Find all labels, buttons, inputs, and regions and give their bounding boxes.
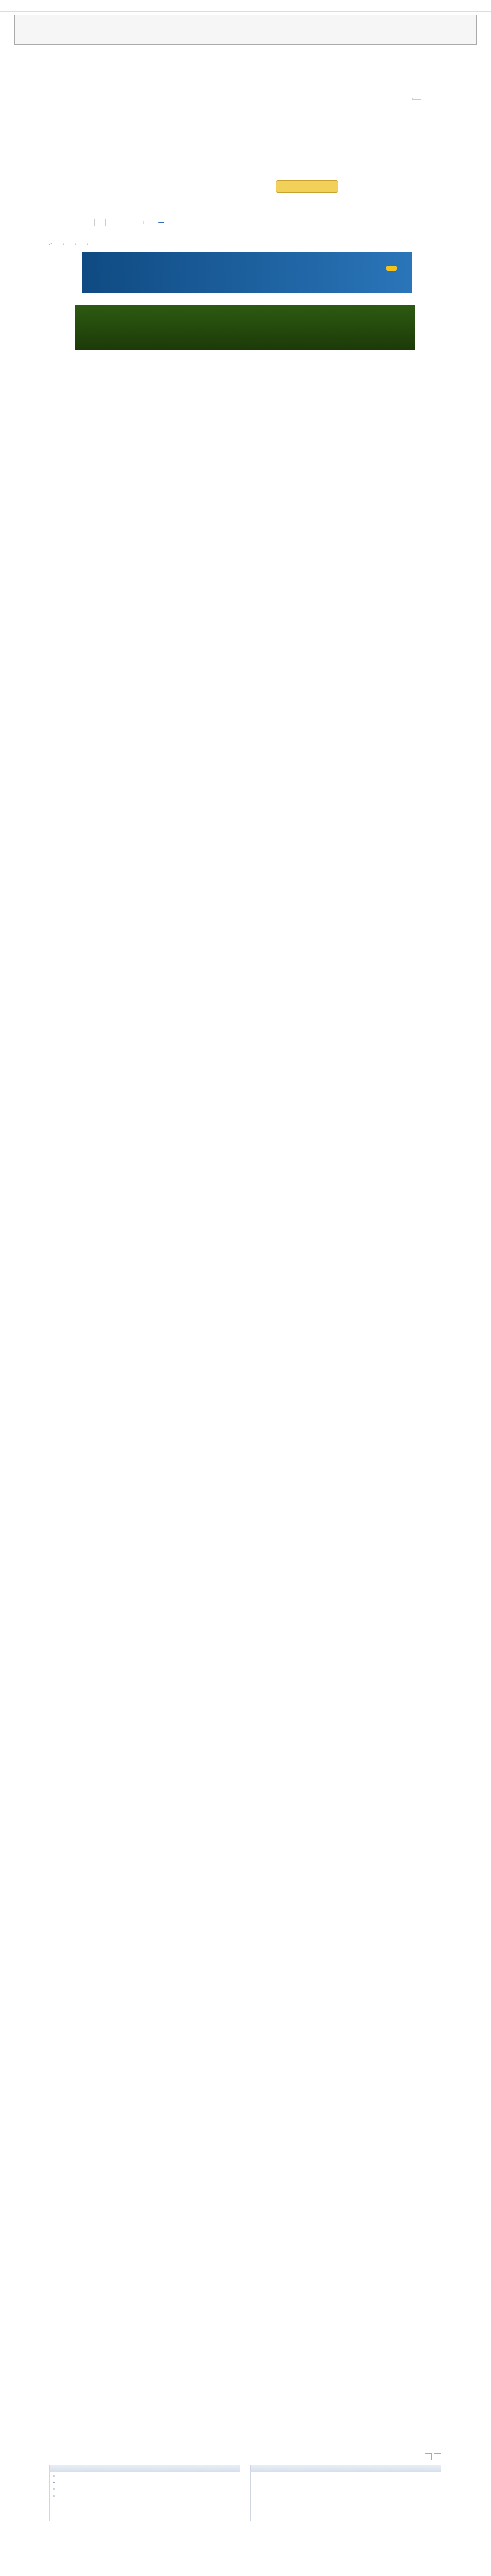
login-form [57,219,170,226]
quick-nav-select[interactable] [425,2453,432,2460]
home-icon[interactable]: ⌂ [49,241,53,246]
bookmarks-title [50,2465,240,2472]
crumb-separator: › [74,241,76,246]
permission-item [251,2479,354,2481]
cache-notice [14,15,477,45]
bookmark-google[interactable]: ▪ [53,2494,55,2498]
ad-banner-money[interactable] [82,252,412,293]
browser-tabbar [0,0,491,12]
top-navigation [49,94,441,109]
breadcrumb [49,241,441,246]
ad-send-money-button[interactable] [386,266,397,271]
remember-checkbox[interactable]: ☐ [143,219,148,226]
bookmark-stumbleupon[interactable]: ▪ [53,2487,55,2492]
forum-rules-link[interactable] [354,2483,360,2485]
site-logo[interactable] [62,123,165,154]
bookmark-digg[interactable]: ▪ [53,2473,55,2478]
quick-nav-top[interactable] [434,2453,441,2460]
ad-banner-quran[interactable] [75,305,415,350]
password-input[interactable] [105,219,138,226]
bookmarks-box [49,2465,240,2521]
crumb-separator: › [86,241,88,246]
username-input[interactable] [62,219,95,226]
permissions-title [251,2465,441,2472]
sub-navigation [49,112,441,117]
login-submit-button[interactable] [158,222,164,223]
bookmark-delicious[interactable]: ▪ [53,2480,55,2485]
register-button[interactable] [276,180,338,193]
login-button[interactable] [412,98,421,100]
crumb-separator: › [62,241,64,246]
quick-navigation [422,2454,441,2459]
permissions-box [250,2465,441,2521]
